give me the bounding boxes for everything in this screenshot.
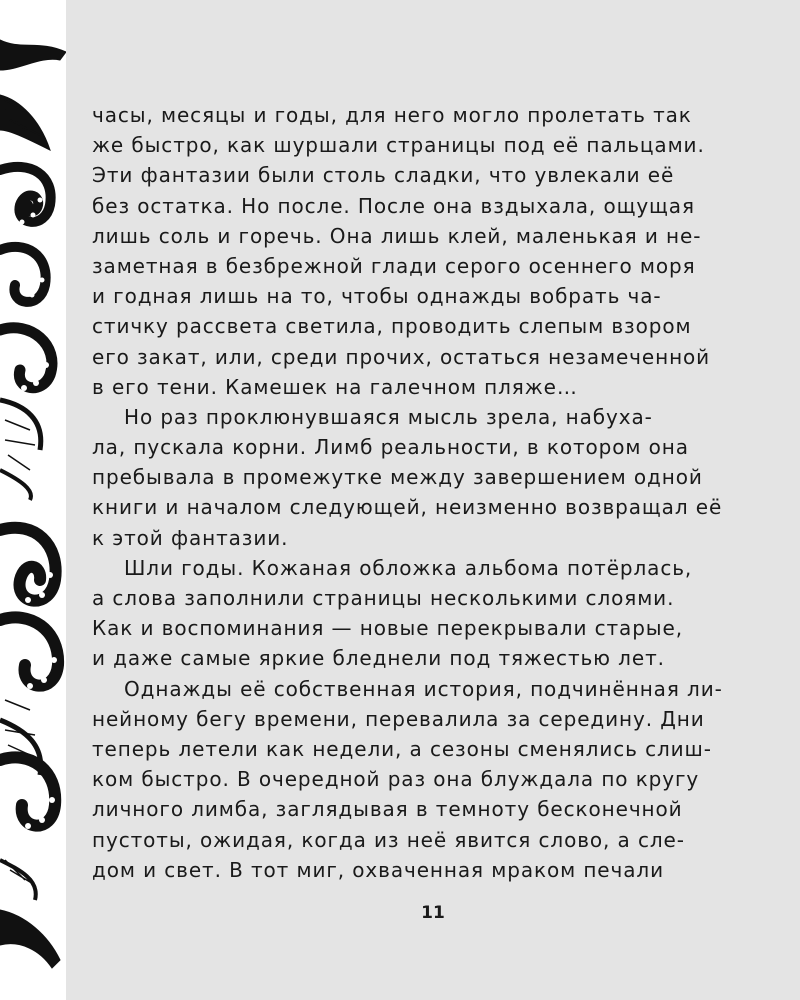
text-line: к этой фантазии. — [92, 525, 289, 550]
text-line: Как и воспоминания — новые перекрывали старые, — [92, 616, 683, 641]
text-line: а слова заполнили страницы несколькими слоями. — [92, 586, 675, 610]
text-line: Однажды её собственная история, подчинённая ли- — [124, 676, 723, 701]
page-body-text — [92, 100, 758, 885]
text-line: пустоты, ожидая, когда из неё явится слово, а сле- — [92, 827, 685, 852]
text-line: Эти фантазии были столь сладки, что увлекали её — [92, 163, 675, 188]
text-line: заметная в безбрежной глади серого осеннего моря — [92, 253, 696, 278]
text-line: личного лимба, заглядывая в темноту бесконечной — [92, 797, 683, 822]
book-page — [66, 0, 800, 1000]
decorative-border-ornament — [0, 0, 72, 1000]
text-line: лишь соль и горечь. Она лишь клей, маленькая и не- — [92, 223, 702, 248]
text-line: пребывала в промежутке между завершением одной — [92, 465, 703, 490]
text-line: без остатка. Но после. После она вздыхала, ощущая — [92, 193, 695, 218]
octopus-tentacle-ornament-icon — [0, 0, 72, 1000]
text-line: дом и свет. В тот миг, охваченная мраком печали — [92, 857, 664, 882]
text-line: Шли годы. Кожаная обложка альбома потёрлась, — [124, 555, 693, 580]
text-line: теперь летели как недели, а сезоны сменялись слиш- — [92, 736, 712, 761]
text-line: его закат, или, среди прочих, остаться незамеченной — [92, 344, 711, 369]
text-line: стичку рассвета светила, проводить слепым взором — [92, 314, 692, 339]
text-line: книги и началом следующей, неизменно возвращал её — [92, 495, 723, 520]
text-line: часы, месяцы и годы, для него могло пролетать так — [92, 103, 692, 127]
text-line: ла, пускала корни. Лимб реальности, в котором она — [92, 435, 689, 460]
text-line: ком быстро. В очередной раз она блуждала по кругу — [92, 767, 700, 792]
text-line: нейному бегу времени, перевалила за середину. Дни — [92, 706, 705, 731]
text-line: же быстро, как шуршали страницы под её пальцами. — [92, 133, 705, 158]
text-line: и даже самые яркие бледнели под тяжестью лет. — [92, 646, 665, 671]
text-line: Но раз проклюнувшаяся мысль зрела, набуха- — [124, 404, 653, 429]
page-number: 11 — [421, 903, 445, 923]
text-line: в его тени. Камешек на галечном пляже… — [92, 374, 578, 399]
text-line: и годная лишь на то, чтобы однажды вобрать ча- — [92, 284, 662, 309]
